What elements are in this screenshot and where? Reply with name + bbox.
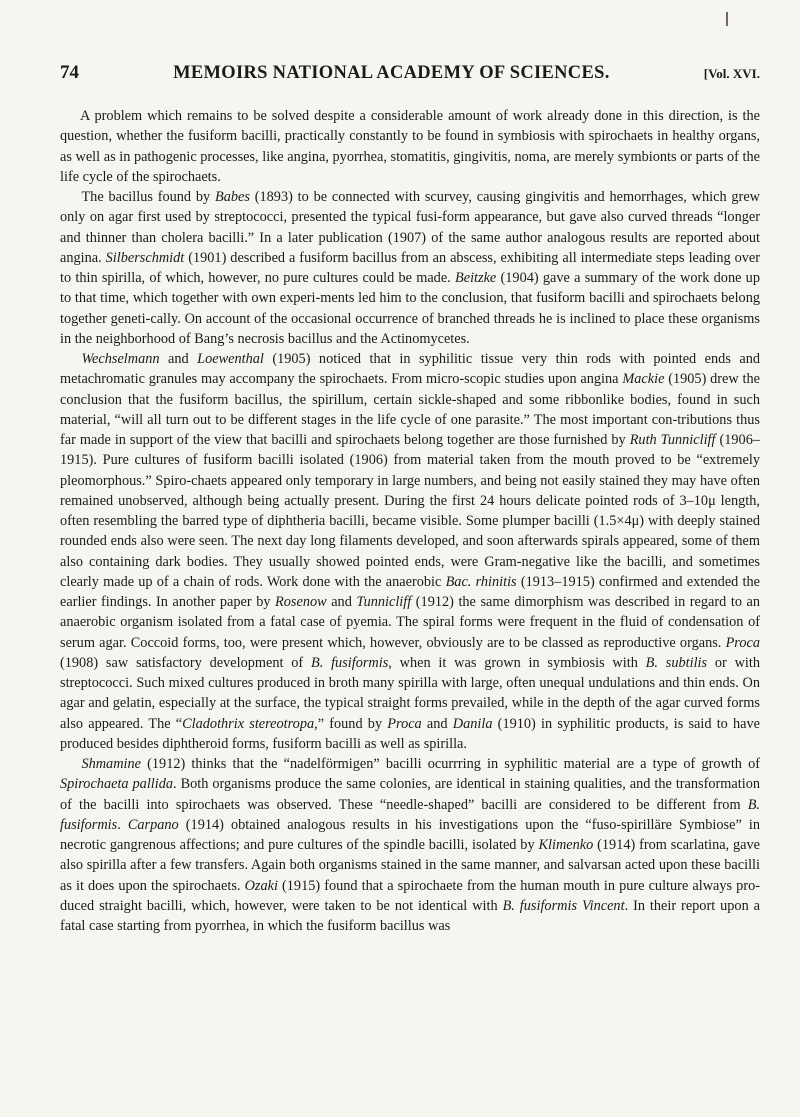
paragraph <box>60 106 760 187</box>
document-page <box>60 62 760 936</box>
text-run: (1905) noticed that in syphilitic tissue very thin rods with pointed ends and metachromatic granules may accompany the spirochaets. From micro-scopic studies upon angina <box>60 351 761 388</box>
italic-name: B. fusiformis Vincent <box>502 897 625 914</box>
text-run: (1914) from scarlatina, gave also spirilla after a few transfers. Again both organisms stained in the same manner, and salvarsan acted upon these bacilli as it does upon the spirochaets. <box>60 837 760 894</box>
italic-name: Babes <box>214 189 250 205</box>
running-title: MEMOIRS NATIONAL ACADEMY OF SCIENCES. <box>173 63 610 83</box>
italic-name: Klimenko <box>538 837 594 853</box>
italic-name: Bac. rhinitis <box>445 573 517 590</box>
italic-name: Wechselmann <box>81 351 160 367</box>
text-run: (1893) to be connected with scurvey, causing gingivitis and hemorrhages, which grew only on agar first used by streptococci, presented the typical fusi-form appearance, but gave also curved threads “longer and thinner than cholera bacilli.” In a later publication (1907) of the same author analogous results are reported about angina. <box>60 189 760 266</box>
italic-name: B. subtilis <box>645 654 708 671</box>
text-run: (1910) in syphilitic products, is said to have produced besides diphtheroid forms, fusiform bacilli as well as spirilla. <box>60 715 761 752</box>
text-run: (1915) found that a spirochaete from the human mouth in pure culture always pro-duced straight bacilli, which, however, were taken to be not identical with <box>60 877 760 914</box>
paragraph <box>60 187 760 349</box>
page-header <box>60 62 760 96</box>
italic-name: Beitzke <box>454 270 497 286</box>
text-run: (1913–1915) confirmed and extended the earlier findings. In another paper by <box>60 573 760 610</box>
italic-name: Rosenow <box>275 594 327 610</box>
scan-mark <box>726 12 728 26</box>
italic-name: Proca <box>725 634 760 651</box>
italic-name: Ruth Tunnicliff <box>629 432 716 448</box>
italic-name: B. fusiformis <box>60 796 760 833</box>
body-text <box>60 106 760 936</box>
text-run: (1905) drew the conclusion that the fusiform bacillus, the spirillum, certain sickle-shaped and some ribbonlike bodies, found in such material, “will all turn out to be different stages in the life cycle of one parasite.” The most important con-tributions thus far made in support of the view that bacilli and spirochaets belong together are those furnished by <box>60 371 760 448</box>
text-run: (1914) obtained analogous results in his investigations upon the “fuso-spirilläre Symbiose” in necrotic gangrenous affections; and pure cultures of the spindle bacilli, isolated by <box>60 816 760 853</box>
paragraph <box>60 754 760 936</box>
text-run: (1901) described a fusiform bacillus from an abscess, exhibiting all intermediate steps leading over to thin spirilla, of which, however, no pure cultures could be made. <box>60 249 761 286</box>
text-run: . <box>117 816 128 833</box>
text-run: (1912) the same dimorphism was described in regard to an anaerobic organism isolated from a fatal case of pyemia. The spiral forms were frequent in the fluid of condensation of serum agar. Coccoid forms, too, were present which, however, obviously are to be classed as reproductive organs. <box>60 594 761 651</box>
italic-name: Ozaki <box>244 877 278 894</box>
text-run: (1906–1915). Pure cultures of fusiform bacilli isolated (1906) from material taken from the mouth proved to be “extremely pleomorphous.” Spiro-chaets appeared only temporary in large numbers, and being not easily stained they may have often remained unobserved, although being actually present. During the first 24 hours delicate pointed rods of 3–10μ length, often resembling the barred type of diphtheria bacilli, became visible. Some plumper bacilli (1.5×4μ) with deeply stained rounded ends also were seen. The next day long filaments developed, and soon afterwards spirals appeared, some of them also containing dark bodies. They usually showed pointed ends, were Gram-negative like the bacilli, and sometimes clearly made up of a chain of rods. Work done with the anaerobic <box>60 432 760 590</box>
italic-name: Mackie <box>622 371 665 388</box>
italic-name: Shmamine <box>81 756 141 772</box>
text-run: . Both organisms produce the same colonies, are identical in staining qualities, and the transformation of the bacilli into spirochaets was observed. These “needle-shaped” bacilli are considered to be different from <box>60 776 760 813</box>
text-run: ,” found by <box>314 715 388 732</box>
italic-name: Proca <box>387 715 422 732</box>
italic-name: Tunnicliff <box>356 594 412 610</box>
paragraph <box>60 349 760 754</box>
page-number: 74 <box>60 62 79 83</box>
text-run: (1904) gave a summary of the work done up to that time, which together with own experi-ments led him to the conclusion, that fusiform bacilli and spirochaets belong together geneti-cally. On account of the occasional occurrence of branched threads he is inclined to place these organisms in the neighborhood of Bang’s necrosis bacillus and the Actinomycetes. <box>60 270 760 347</box>
italic-name: Danila <box>452 715 493 732</box>
italic-name: Cladothrix stereotropa <box>182 715 315 732</box>
text-run: A problem which remains to be solved despite a considerable amount of work already done in this direction, is the question, whether the fusiform bacilli, practically constantly to be found in symbiosis with spirochaets in healthy organs, as well as in pathogenic processes, like angina, pyorrhea, stomatitis, gingivitis, noma, are merely symbionts or parts of the life cycle of the spirochaets. <box>60 108 760 185</box>
italic-name: B. fusiformis <box>310 654 389 671</box>
text-run: and <box>159 351 198 367</box>
text-run: . In their report upon a fatal case starting from pyorrhea, in which the fusiform bacillus was <box>60 897 761 934</box>
volume-label: [Vol. XVI. <box>703 66 760 81</box>
text-run: , when it was grown in symbiosis with <box>388 654 646 671</box>
italic-name: Carpano <box>127 816 179 833</box>
text-run: (1908) saw satisfactory development of <box>60 654 311 671</box>
text-run: (1912) thinks that the “nadelförmigen” bacilli ocurrring in syphilitic material are a type of growth of <box>141 756 760 772</box>
text-run: and <box>421 715 453 732</box>
text-run: The bacillus found by <box>81 189 215 205</box>
italic-name: Silberschmidt <box>105 249 185 266</box>
text-run: and <box>326 594 357 610</box>
italic-name: Spirochaeta pallida <box>60 776 174 793</box>
italic-name: Loewenthal <box>197 351 264 367</box>
text-run: or with streptococci. Such mixed cultures produced in broth many spirilla with large, often unequal undulations and thin ends. On agar and gelatin, especially at the surface, the typical straight forms prevailed, while in the depth of the agar curved forms also appeared. The “ <box>60 654 760 732</box>
